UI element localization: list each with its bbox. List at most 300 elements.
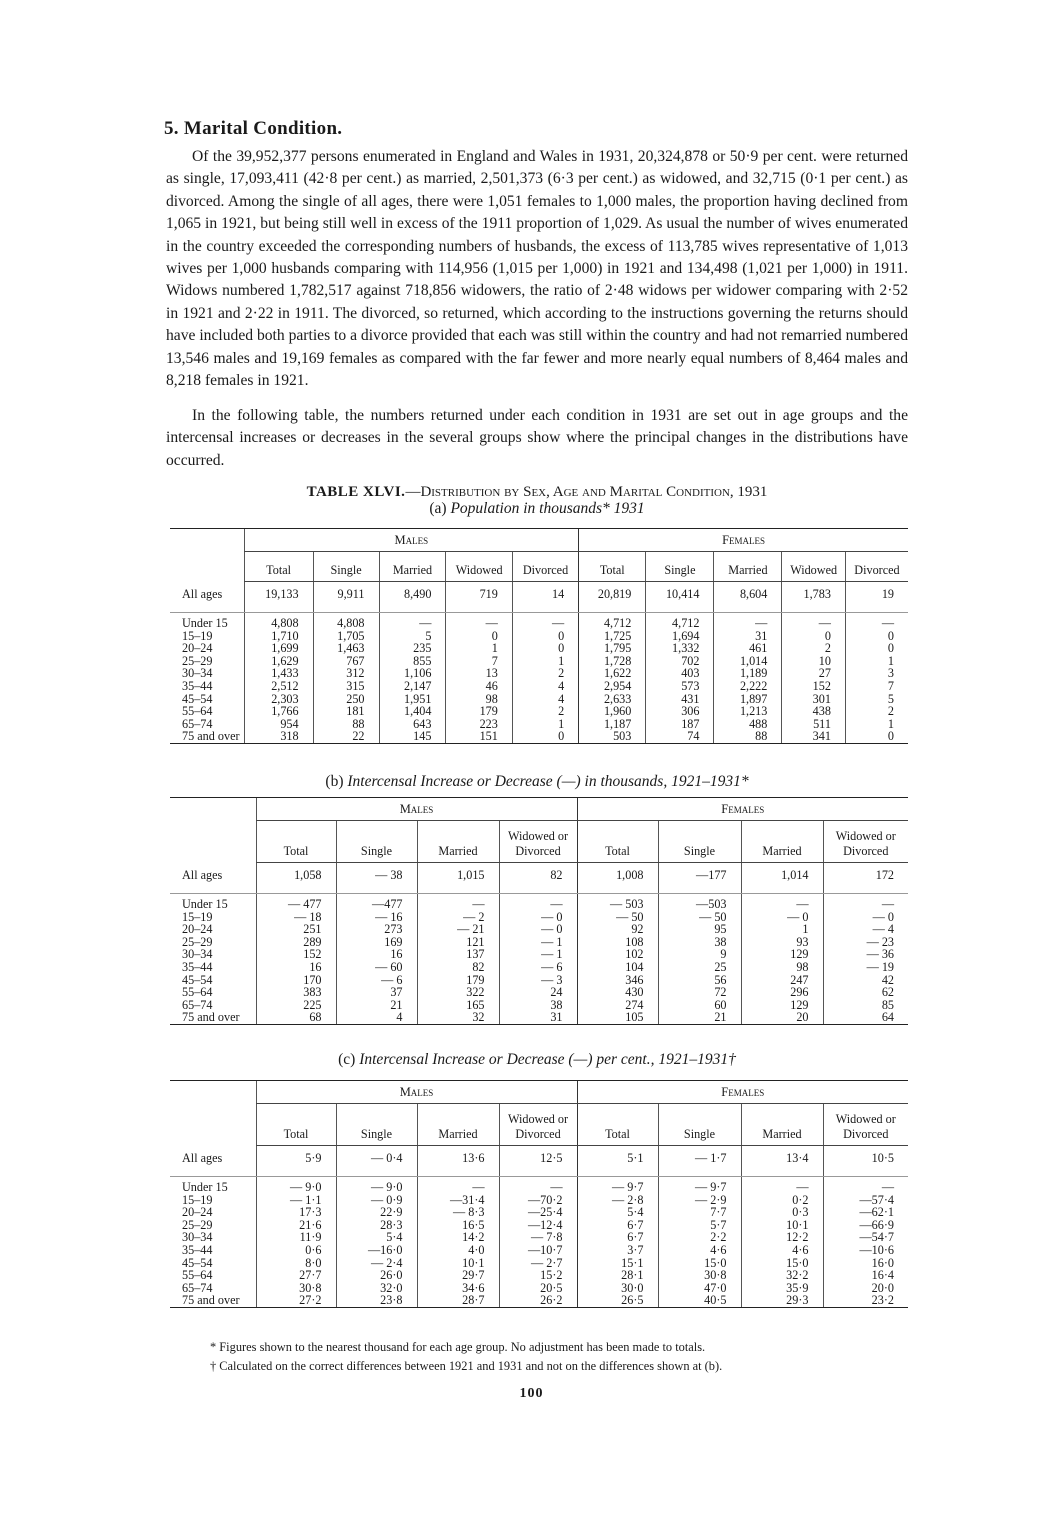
table-title bbox=[166, 482, 908, 502]
table-cell: —25·4 bbox=[499, 1206, 577, 1219]
table-cell: — 0·9 bbox=[336, 1194, 417, 1207]
table-cell: 1,951 bbox=[379, 693, 446, 706]
table-cell: 16 bbox=[336, 948, 417, 961]
table-cell: 26·5 bbox=[577, 1294, 658, 1307]
column-header: Divorced bbox=[845, 552, 908, 582]
table-cell: — 0·4 bbox=[336, 1146, 417, 1177]
table-cell: — 23 bbox=[823, 936, 908, 949]
table-cell: 0 bbox=[512, 630, 578, 643]
age-group-label: 20–24 bbox=[182, 641, 213, 656]
age-group-label: 45–54 bbox=[182, 1255, 213, 1270]
table-row bbox=[170, 923, 908, 936]
table-cell: 14·2 bbox=[417, 1231, 499, 1244]
table-cell: 108 bbox=[577, 936, 658, 949]
table-cell: — 4 bbox=[823, 923, 908, 936]
table-cell: 32·0 bbox=[336, 1282, 417, 1295]
table-row bbox=[170, 863, 908, 894]
table-cell: 1,014 bbox=[741, 863, 823, 894]
age-group-label: 20–24 bbox=[182, 922, 213, 937]
table-row bbox=[170, 642, 908, 655]
table-cell: 24 bbox=[499, 986, 577, 999]
table-cell: 11·9 bbox=[256, 1231, 336, 1244]
table-cell: 28·3 bbox=[336, 1219, 417, 1232]
table-cell: 251 bbox=[256, 923, 336, 936]
table-cell: — 9·7 bbox=[577, 1177, 658, 1194]
table-cell: 2,512 bbox=[244, 680, 313, 693]
table-cell: — 0 bbox=[741, 911, 823, 924]
table-cell: 4 bbox=[512, 693, 578, 706]
table-cell: 1 bbox=[741, 923, 823, 936]
table-cell: — bbox=[417, 894, 499, 911]
table-cell: — 50 bbox=[577, 911, 658, 924]
table-cell: —12·4 bbox=[499, 1219, 577, 1232]
age-group-label: 15–19 bbox=[182, 1192, 213, 1207]
table-cell: 19,133 bbox=[244, 582, 313, 613]
table-cell: 1,725 bbox=[579, 630, 646, 643]
column-header: Married bbox=[379, 552, 446, 582]
table-cell: 15·1 bbox=[577, 1257, 658, 1270]
table-cell: — 2·9 bbox=[658, 1194, 741, 1207]
table-cell: — 36 bbox=[823, 948, 908, 961]
table-cell: 0 bbox=[845, 730, 908, 743]
table-cell: 35·9 bbox=[741, 1282, 823, 1295]
table-cell: 1,008 bbox=[577, 863, 658, 894]
column-header: Married bbox=[417, 821, 499, 863]
column-header: Married bbox=[741, 821, 823, 863]
table-cell: — 2·7 bbox=[499, 1257, 577, 1270]
table-cell: 62 bbox=[823, 986, 908, 999]
table-cell: 4,808 bbox=[313, 613, 379, 630]
table-cell: 14 bbox=[512, 582, 578, 613]
table-cell: 82 bbox=[417, 961, 499, 974]
age-group-label: All ages bbox=[170, 1146, 256, 1177]
table-cell: — 2 bbox=[417, 911, 499, 924]
table-cell: 20,819 bbox=[579, 582, 646, 613]
table-cell: 1,783 bbox=[782, 582, 846, 613]
table-cell: 4 bbox=[336, 1011, 417, 1024]
table-cell: 10,414 bbox=[646, 582, 714, 613]
table-cell: 38 bbox=[658, 936, 741, 949]
table-cell: — 3 bbox=[499, 974, 577, 987]
table-cell: — bbox=[741, 894, 823, 911]
table-cell: 172 bbox=[823, 863, 908, 894]
table-row bbox=[170, 730, 908, 743]
table-cell: 27·2 bbox=[256, 1294, 336, 1307]
table-cell: 10·1 bbox=[417, 1257, 499, 1270]
table-cell: 1 bbox=[512, 655, 578, 668]
table-cell: 179 bbox=[446, 705, 512, 718]
age-group-label: Under 15 bbox=[182, 1180, 228, 1194]
table-cell: 5 bbox=[379, 630, 446, 643]
table-cell: 511 bbox=[782, 718, 846, 731]
table-cell: 74 bbox=[646, 730, 714, 743]
column-header: Single bbox=[336, 821, 417, 863]
table-cell: 10 bbox=[782, 655, 846, 668]
table-cell: —10·6 bbox=[823, 1244, 908, 1257]
table-cell: 315 bbox=[313, 680, 379, 693]
table-row bbox=[170, 1294, 908, 1307]
age-group-label: 65–74 bbox=[182, 1280, 213, 1295]
table-cell: 42 bbox=[823, 974, 908, 987]
table-cell: 152 bbox=[782, 680, 846, 693]
table-cell: 5·1 bbox=[577, 1146, 658, 1177]
column-header: Total bbox=[244, 552, 313, 582]
table-a-caption: (a) Population in thousands* 1931 bbox=[429, 500, 645, 517]
table-cell: 2,147 bbox=[379, 680, 446, 693]
table-cell: 4,808 bbox=[244, 613, 313, 630]
table-cell: 1,014 bbox=[714, 655, 782, 668]
table-cell: —477 bbox=[336, 894, 417, 911]
table-cell: 2,633 bbox=[579, 693, 646, 706]
age-group-label: Under 15 bbox=[182, 616, 228, 630]
table-cell: 2 bbox=[512, 667, 578, 680]
table-cell: — 2·8 bbox=[577, 1194, 658, 1207]
table-cell: 64 bbox=[823, 1011, 908, 1024]
table-cell: 19 bbox=[845, 582, 908, 613]
table-cell: 34·6 bbox=[417, 1282, 499, 1295]
table-cell: 179 bbox=[417, 974, 499, 987]
table-cell: 9 bbox=[658, 948, 741, 961]
table-cell: 15·0 bbox=[658, 1257, 741, 1270]
table-cell: 15·2 bbox=[499, 1269, 577, 1282]
table-cell: 1,015 bbox=[417, 863, 499, 894]
females-header: Females bbox=[577, 1081, 908, 1104]
column-header: Total bbox=[256, 1104, 336, 1146]
table-cell: 273 bbox=[336, 923, 417, 936]
table-cell: 8,490 bbox=[379, 582, 446, 613]
table-cell: — bbox=[417, 1177, 499, 1194]
table-cell: 22·9 bbox=[336, 1206, 417, 1219]
table-cell: — 9·7 bbox=[658, 1177, 741, 1194]
table-cell: 431 bbox=[646, 693, 714, 706]
table-cell: —177 bbox=[658, 863, 741, 894]
table-cell: — bbox=[379, 613, 446, 630]
table-cell: 165 bbox=[417, 999, 499, 1012]
table-cell: 104 bbox=[577, 961, 658, 974]
age-group-label: 55–64 bbox=[182, 985, 213, 1000]
table-cell: 8,604 bbox=[714, 582, 782, 613]
table-cell: 13·4 bbox=[741, 1146, 823, 1177]
table-cell: 1,629 bbox=[244, 655, 313, 668]
table-cell: — 1·1 bbox=[256, 1194, 336, 1207]
table-cell: 0 bbox=[782, 630, 846, 643]
table-cell: 30·0 bbox=[577, 1282, 658, 1295]
table-cell: 1,622 bbox=[579, 667, 646, 680]
table-cell: 88 bbox=[313, 718, 379, 731]
page-number: 100 bbox=[519, 1386, 544, 1401]
column-header: Single bbox=[336, 1104, 417, 1146]
table-cell: 2,954 bbox=[579, 680, 646, 693]
age-group-label: 35–44 bbox=[182, 959, 213, 974]
age-group-label: 35–44 bbox=[182, 1242, 213, 1257]
age-group-label: 35–44 bbox=[182, 678, 213, 693]
table-cell: — 18 bbox=[256, 911, 336, 924]
table-cell: 30·8 bbox=[256, 1282, 336, 1295]
table-cell: 82 bbox=[499, 863, 577, 894]
table-cell: 2 bbox=[512, 705, 578, 718]
table-cell: — bbox=[714, 613, 782, 630]
table-cell: 643 bbox=[379, 718, 446, 731]
table-cell: 4,712 bbox=[579, 613, 646, 630]
table-cell: 0 bbox=[512, 642, 578, 655]
table-cell: 1,463 bbox=[313, 642, 379, 655]
table-cell: 5·4 bbox=[577, 1206, 658, 1219]
table-cell: — bbox=[741, 1177, 823, 1194]
table-cell: 27·7 bbox=[256, 1269, 336, 1282]
males-header: Males bbox=[256, 1081, 577, 1104]
table-cell: 170 bbox=[256, 974, 336, 987]
table-cell: 301 bbox=[782, 693, 846, 706]
age-group-label: 20–24 bbox=[182, 1205, 213, 1220]
age-group-label: 75 and over bbox=[170, 1294, 256, 1307]
table-cell: 954 bbox=[244, 718, 313, 731]
column-header: Single bbox=[646, 552, 714, 582]
table-cell: 15·0 bbox=[741, 1257, 823, 1270]
table-cell: 1,189 bbox=[714, 667, 782, 680]
table-cell: 1,705 bbox=[313, 630, 379, 643]
table-cell: 151 bbox=[446, 730, 512, 743]
table-cell: 719 bbox=[446, 582, 512, 613]
table-cell: 0·6 bbox=[256, 1244, 336, 1257]
table-cell: — 1 bbox=[499, 936, 577, 949]
table-cell: 0 bbox=[512, 730, 578, 743]
table-cell: 20·0 bbox=[823, 1282, 908, 1295]
table-cell: 60 bbox=[658, 999, 741, 1012]
table-cell: — bbox=[499, 1177, 577, 1194]
age-group-label: All ages bbox=[170, 863, 256, 894]
table-cell: 13 bbox=[446, 667, 512, 680]
table-cell: 93 bbox=[741, 936, 823, 949]
table-cell: 9,911 bbox=[313, 582, 379, 613]
table-row bbox=[170, 680, 908, 693]
table-cell: 27 bbox=[782, 667, 846, 680]
table-cell: 16·0 bbox=[823, 1257, 908, 1270]
section-heading: 5. Marital Condition. bbox=[164, 118, 343, 139]
table-cell: 1,694 bbox=[646, 630, 714, 643]
age-group-label: 75 and over bbox=[170, 1011, 256, 1024]
table-cell: —31·4 bbox=[417, 1194, 499, 1207]
column-header: Total bbox=[577, 821, 658, 863]
table-cell: 102 bbox=[577, 948, 658, 961]
column-header: Widowed or Divorced bbox=[499, 1104, 577, 1146]
table-cell: 312 bbox=[313, 667, 379, 680]
table-cell: 145 bbox=[379, 730, 446, 743]
table-cell: 169 bbox=[336, 936, 417, 949]
table-cell: 68 bbox=[256, 1011, 336, 1024]
table-cell: 2·2 bbox=[658, 1231, 741, 1244]
table-cell: 1,332 bbox=[646, 642, 714, 655]
table-cell: 129 bbox=[741, 999, 823, 1012]
table-cell: — 6 bbox=[336, 974, 417, 987]
table-cell: —70·2 bbox=[499, 1194, 577, 1207]
table-row bbox=[170, 894, 908, 911]
table-b bbox=[170, 797, 908, 1025]
table-cell: — 6 bbox=[499, 961, 577, 974]
table-cell: 247 bbox=[741, 974, 823, 987]
table-cell: 72 bbox=[658, 986, 741, 999]
table-cell: 4·6 bbox=[658, 1244, 741, 1257]
table-cell: 1 bbox=[845, 655, 908, 668]
table-cell: — 9·0 bbox=[256, 1177, 336, 1194]
footnote-1: * Figures shown to the nearest thousand for each age group. No adjustment has been made to totals. bbox=[210, 1340, 706, 1354]
table-cell: — bbox=[782, 613, 846, 630]
table-cell: 2,303 bbox=[244, 693, 313, 706]
column-header: Married bbox=[417, 1104, 499, 1146]
table-cell: 31 bbox=[499, 1011, 577, 1024]
table-cell: 1,766 bbox=[244, 705, 313, 718]
column-header: Single bbox=[658, 821, 741, 863]
table-cell: 129 bbox=[741, 948, 823, 961]
table-cell: 1 bbox=[446, 642, 512, 655]
table-cell: 1 bbox=[845, 718, 908, 731]
table-cell: 40·5 bbox=[658, 1294, 741, 1307]
column-header: Widowed bbox=[782, 552, 846, 582]
table-row bbox=[170, 1177, 908, 1194]
age-group-label: 15–19 bbox=[182, 628, 213, 643]
table-cell: 12·5 bbox=[499, 1146, 577, 1177]
table-number: TABLE XLVI. bbox=[306, 484, 406, 500]
table-cell: — bbox=[823, 1177, 908, 1194]
table-cell: — 2·4 bbox=[336, 1257, 417, 1270]
table-cell: 105 bbox=[577, 1011, 658, 1024]
table-cell: — 8·3 bbox=[417, 1206, 499, 1219]
column-header: Divorced bbox=[512, 552, 578, 582]
table-cell: — 503 bbox=[577, 894, 658, 911]
column-header: Married bbox=[714, 552, 782, 582]
table-cell: 223 bbox=[446, 718, 512, 731]
table-cell: 95 bbox=[658, 923, 741, 936]
table-cell: 0 bbox=[845, 642, 908, 655]
table-cell: 403 bbox=[646, 667, 714, 680]
table-cell: 28·1 bbox=[577, 1269, 658, 1282]
table-cell: 23·8 bbox=[336, 1294, 417, 1307]
table-c bbox=[170, 1080, 908, 1308]
table-cell: 21·6 bbox=[256, 1219, 336, 1232]
table-cell: — 0 bbox=[499, 923, 577, 936]
table-cell: 7 bbox=[446, 655, 512, 668]
table-cell: 0 bbox=[446, 630, 512, 643]
table-cell: 306 bbox=[646, 705, 714, 718]
table-cell: 16 bbox=[256, 961, 336, 974]
table-cell: 23·2 bbox=[823, 1294, 908, 1307]
table-cell: 20·5 bbox=[499, 1282, 577, 1295]
table-row bbox=[170, 582, 908, 613]
table-cell: 5·9 bbox=[256, 1146, 336, 1177]
table-cell: — bbox=[823, 894, 908, 911]
table-cell: — bbox=[512, 613, 578, 630]
males-header: Males bbox=[256, 798, 577, 821]
table-cell: 0 bbox=[845, 630, 908, 643]
age-group-label: 30–34 bbox=[182, 947, 213, 962]
table-cell: 5·7 bbox=[658, 1219, 741, 1232]
table-cell: 10·5 bbox=[823, 1146, 908, 1177]
table-cell: 438 bbox=[782, 705, 846, 718]
table-cell: 1 bbox=[512, 718, 578, 731]
table-cell: 2 bbox=[845, 705, 908, 718]
table-cell: 17·3 bbox=[256, 1206, 336, 1219]
table-cell: 38 bbox=[499, 999, 577, 1012]
table-cell: 21 bbox=[336, 999, 417, 1012]
table-cell: 6·7 bbox=[577, 1219, 658, 1232]
table-cell: — 0 bbox=[823, 911, 908, 924]
age-group-label: 55–64 bbox=[182, 704, 213, 719]
table-cell: 37 bbox=[336, 986, 417, 999]
table-cell: 56 bbox=[658, 974, 741, 987]
table-cell: 7·7 bbox=[658, 1206, 741, 1219]
table-cell: 98 bbox=[741, 961, 823, 974]
table-cell: — 60 bbox=[336, 961, 417, 974]
table-cell: 29·3 bbox=[741, 1294, 823, 1307]
table-cell: 10·1 bbox=[741, 1219, 823, 1232]
age-group-label: 65–74 bbox=[182, 716, 213, 731]
table-cell: 503 bbox=[579, 730, 646, 743]
table-cell: — 38 bbox=[336, 863, 417, 894]
table-b-caption: (b) Intercensal Increase or Decrease (—) in thousands, 1921–1931* bbox=[325, 773, 749, 790]
table-cell: —66·9 bbox=[823, 1219, 908, 1232]
table-cell: — 1·7 bbox=[658, 1146, 741, 1177]
table-cell: — 19 bbox=[823, 961, 908, 974]
table-cell: —10·7 bbox=[499, 1244, 577, 1257]
table-cell: 767 bbox=[313, 655, 379, 668]
table-cell: 1,404 bbox=[379, 705, 446, 718]
table-cell: —62·1 bbox=[823, 1206, 908, 1219]
table-row bbox=[170, 911, 908, 924]
table-cell: 3·7 bbox=[577, 1244, 658, 1257]
table-cell: 31 bbox=[714, 630, 782, 643]
table-row bbox=[170, 1146, 908, 1177]
table-cell: 0·3 bbox=[741, 1206, 823, 1219]
table-cell: 1,058 bbox=[256, 863, 336, 894]
table-cell: 1,710 bbox=[244, 630, 313, 643]
table-cell: 3 bbox=[845, 667, 908, 680]
table-cell: 346 bbox=[577, 974, 658, 987]
table-cell: 13·6 bbox=[417, 1146, 499, 1177]
males-header: Males bbox=[244, 529, 579, 552]
column-header: Single bbox=[313, 552, 379, 582]
table-cell: 235 bbox=[379, 642, 446, 655]
column-header: Married bbox=[741, 1104, 823, 1146]
age-group-label: All ages bbox=[170, 582, 244, 613]
table-cell: 29·7 bbox=[417, 1269, 499, 1282]
table-cell: — bbox=[845, 613, 908, 630]
table-cell: — 7·8 bbox=[499, 1231, 577, 1244]
table-cell: 0·2 bbox=[741, 1194, 823, 1207]
table-cell: 12·2 bbox=[741, 1231, 823, 1244]
table-cell: 26·0 bbox=[336, 1269, 417, 1282]
table-cell: 7 bbox=[845, 680, 908, 693]
table-cell: — bbox=[499, 894, 577, 911]
table-row bbox=[170, 986, 908, 999]
table-cell: 88 bbox=[714, 730, 782, 743]
age-group-label: 15–19 bbox=[182, 909, 213, 924]
table-cell: 318 bbox=[244, 730, 313, 743]
table-cell: 47·0 bbox=[658, 1282, 741, 1295]
table-cell: 152 bbox=[256, 948, 336, 961]
table-cell: 187 bbox=[646, 718, 714, 731]
table-cell: 383 bbox=[256, 986, 336, 999]
column-header: Total bbox=[579, 552, 646, 582]
table-cell: 1,187 bbox=[579, 718, 646, 731]
table-row bbox=[170, 1206, 908, 1219]
table-cell: 85 bbox=[823, 999, 908, 1012]
column-header: Widowed or Divorced bbox=[823, 821, 908, 863]
age-group-label: 45–54 bbox=[182, 972, 213, 987]
table-cell: 121 bbox=[417, 936, 499, 949]
table-cell: 26·2 bbox=[499, 1294, 577, 1307]
table-cell: 1,699 bbox=[244, 642, 313, 655]
table-cell: 1,106 bbox=[379, 667, 446, 680]
table-cell: —54·7 bbox=[823, 1231, 908, 1244]
